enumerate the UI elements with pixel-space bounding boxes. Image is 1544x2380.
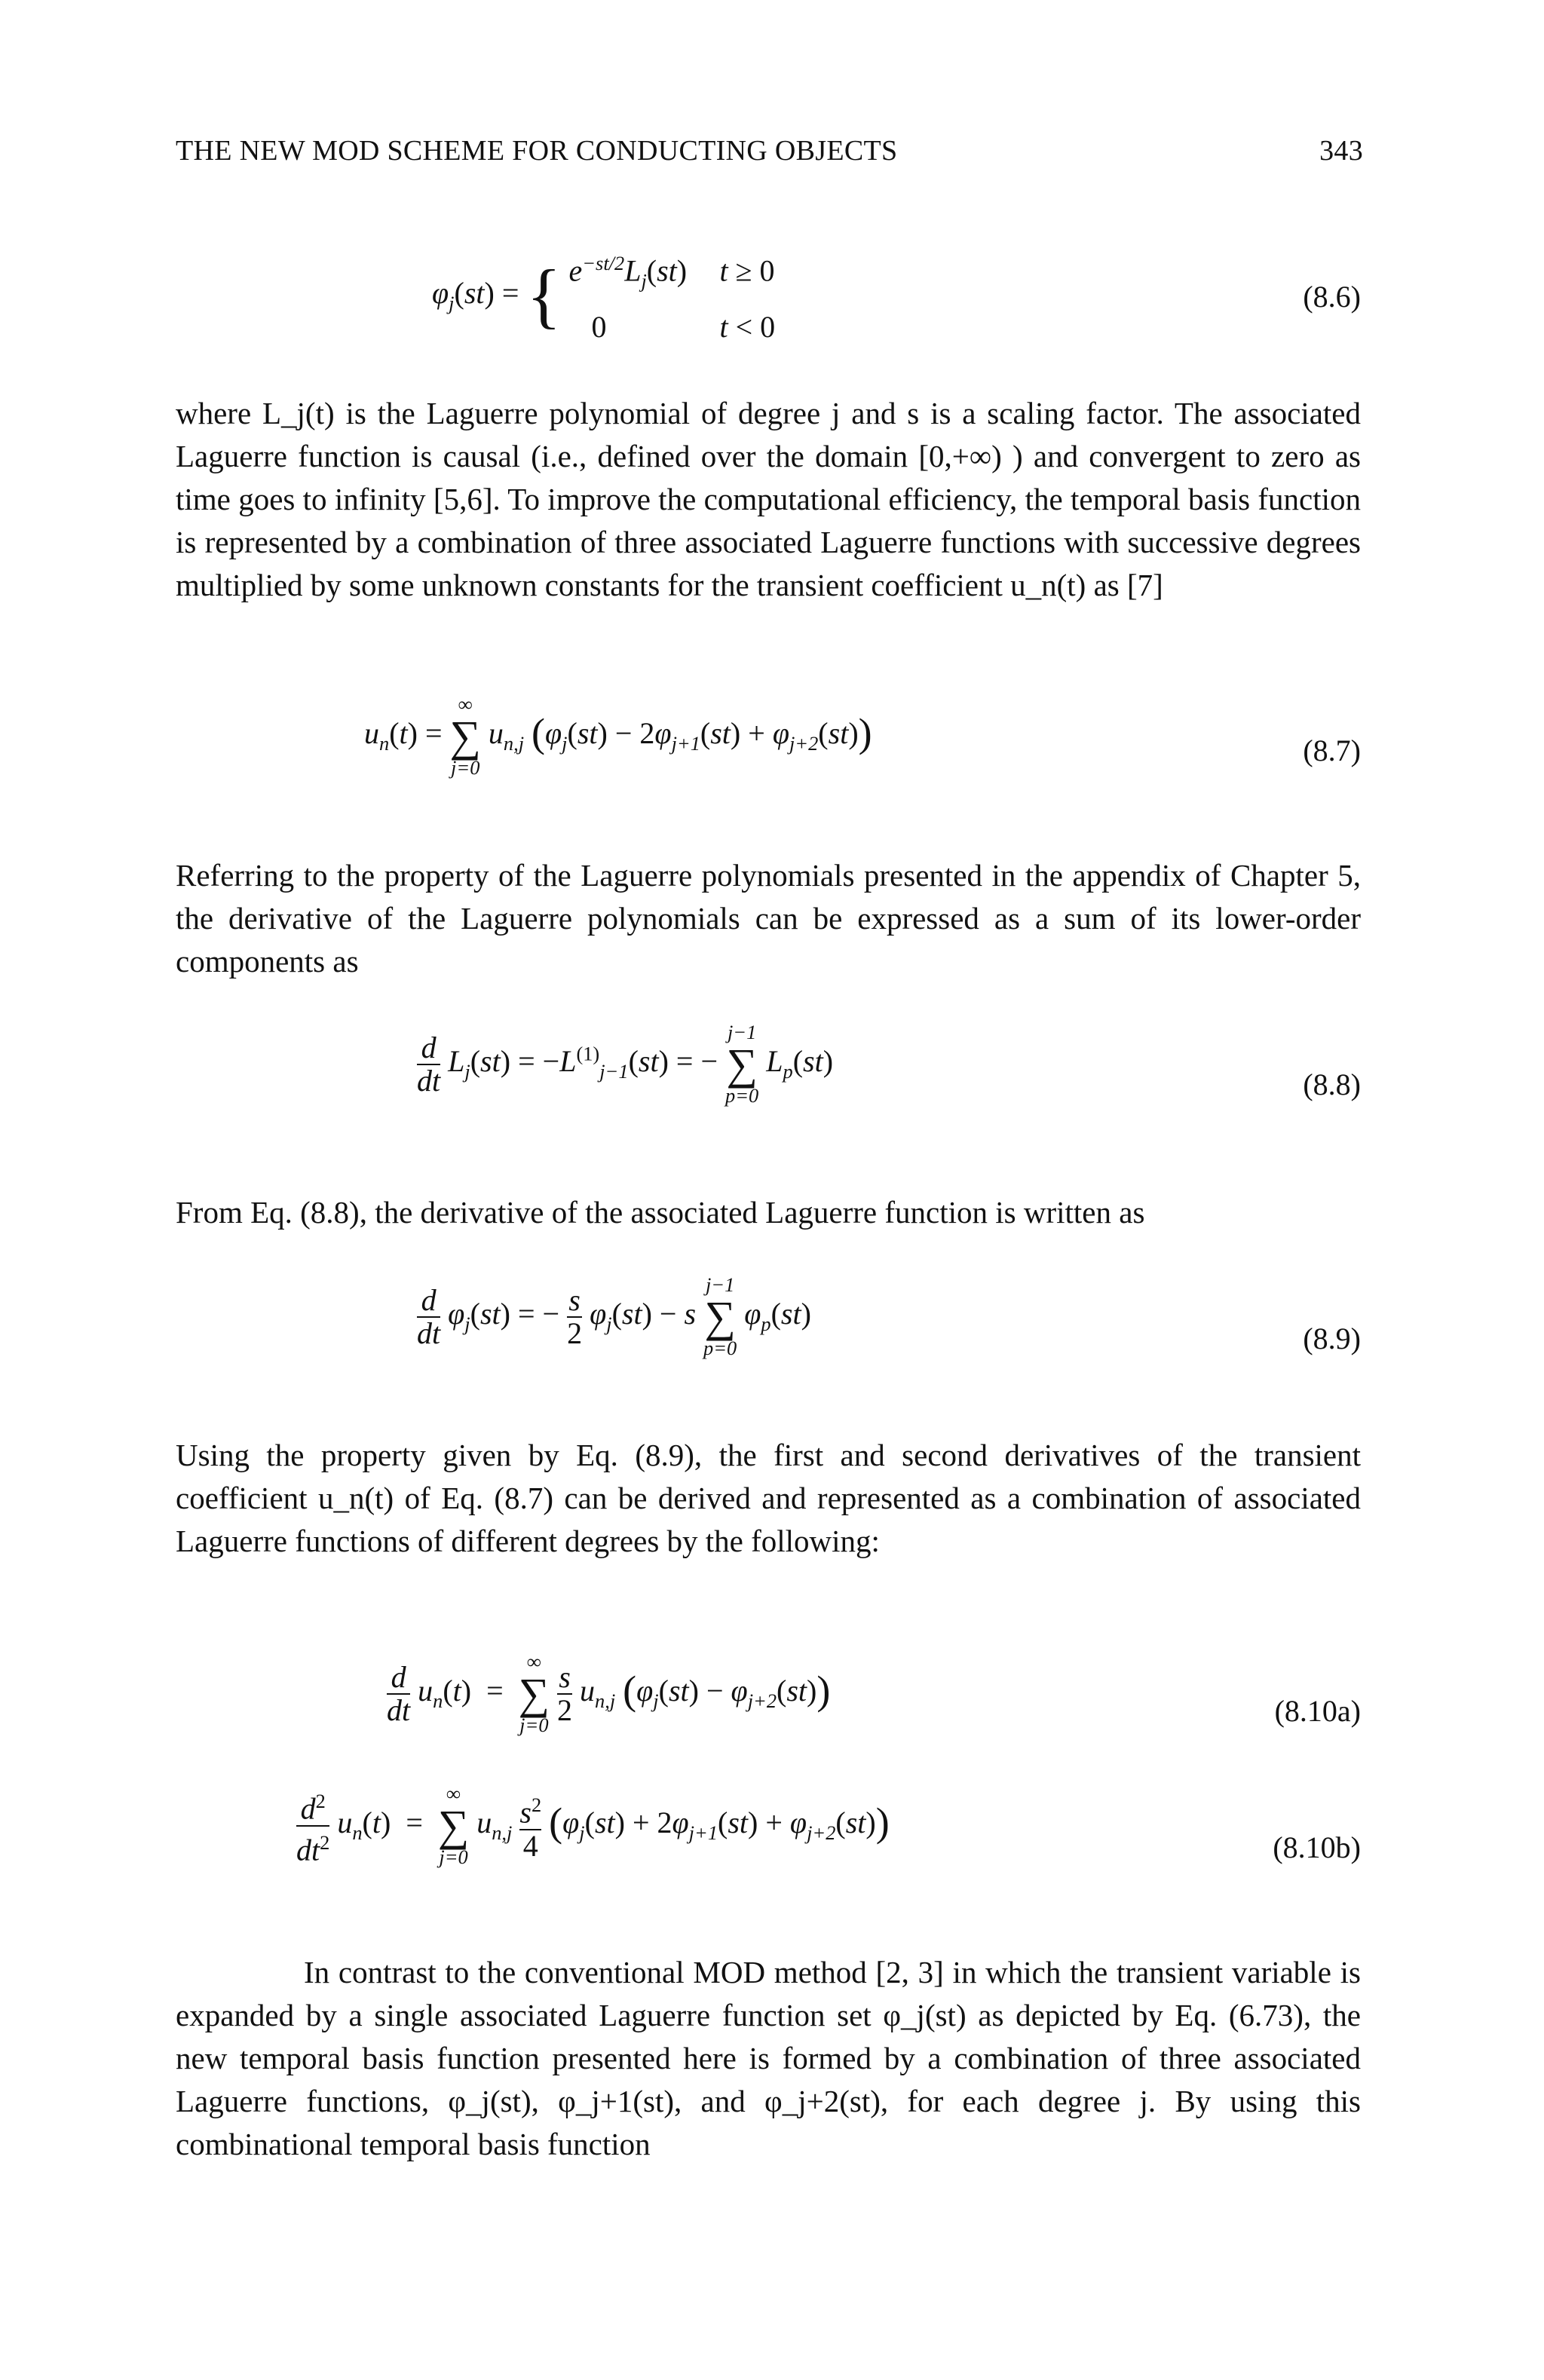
equation-8-8 [176,1022,1361,1142]
equation-8-10a [176,1651,1361,1772]
paragraph-text: Referring to the property of the Laguerre polynomials presented in the appendix of Chapter 5, the derivative of the Laguerre polynomials can be expressed as a sum of its lower-order components as [176,858,1361,979]
paragraph-5 [176,1951,1361,2166]
paragraph-text: In contrast to the conventional MOD method [2, 3] in which the transient variable is expanded by a single associated Laguerre function set φ_j(st) as depicted by Eq. (6.73), the new temporal basis function presented here is formed by a combination of three associated Laguerre functions, φ_j(st), φ_j+1(st), and φ_j+2(st), for each degree j. By using this combinational temporal basis function [176,1955,1361,2161]
paragraph-3 [176,1191,1361,1234]
paragraph-1 [176,392,1361,607]
equation-8-10b-body: $\frac{d^2}{dt^2}$ $u_n(t)$ = ∞ ∑ j=0 $u_{n,j}$ $\frac{s^2}{4}$ $(\varphi_j(st) + 2\varphi_{j+1}(st) + \varphi_{j+2}(st))$ [296,1782,890,1869]
equation-number: (8.8) [1303,1067,1361,1101]
running-head [176,134,1363,167]
equation-8-10b [176,1783,1361,1911]
equation-8-6 [176,240,1361,353]
equation-8-8-body: $\frac{d}{dt}$ $L_j(st) = -L^{(1)}_{j-1}(st)$ = − j−1 ∑ p=0 $L_p(st)$ [417,1021,834,1107]
equation-8-9 [176,1274,1361,1395]
equation-8-9-body: $\frac{d}{dt}$ $\varphi_j(st)$ = − $\frac{s}{2}$ $\varphi_j(st) - s$ j−1 ∑ p=0 $\varphi_p(st)$ [417,1273,811,1360]
page-number: 343 [1319,135,1363,167]
equation-number: (8.9) [1303,1322,1361,1355]
equation-8-10a-body: $\frac{d}{dt}$ $u_n(t)$ = ∞ ∑ j=0 $\frac{s}{2}$ $u_{n,j}$ $(\varphi_j(st) - \varphi_{j+2}(st))$ [387,1650,831,1737]
running-title: THE NEW MOD SCHEME FOR CONDUCTING OBJECTS [176,135,898,167]
equation-number: (8.7) [1303,734,1361,767]
equation-number: (8.10a) [1274,1694,1361,1728]
equation-number: (8.6) [1303,280,1361,314]
paragraph-text: From Eq. (8.8), the derivative of the associated Laguerre function is written as [176,1195,1145,1230]
equation-8-7 [176,694,1361,807]
paragraph-text: Using the property given by Eq. (8.9), the first and second derivatives of the transient coefficient u_n(t) of Eq. (8.7) can be derived and represented as a combination of associated Laguerre functions of different degrees by the following: [176,1438,1361,1558]
paragraph-2 [176,854,1361,983]
paragraph-4 [176,1434,1361,1563]
equation-8-7-body: $u_n(t)$ = ∞ ∑ j=0 $u_{n,j}$ $(\varphi_j(st) - 2\varphi_{j+1}(st) + \varphi_{j+2}(st))$ [364,693,872,780]
paragraph-text: where L_j(t) is the Laguerre polynomial of degree j and s is a scaling factor. The associated Laguerre function is causal (i.e., defined over the domain [0,+∞) ) and convergent to zero as time goes to infinity [5,6]. To improve the computational efficiency, the temporal basis function is represented by a combination of three associated Laguerre functions with successive degrees multiplied by some unknown constants for the transient coefficient u_n(t) as [7] [176,396,1361,602]
equation-8-6-body: $\varphi_j(st)$ = { $e^{-st/2}L_j(st) t \ge 0$ 0 t < 0 [432,252,776,345]
equation-number: (8.10b) [1273,1830,1361,1864]
